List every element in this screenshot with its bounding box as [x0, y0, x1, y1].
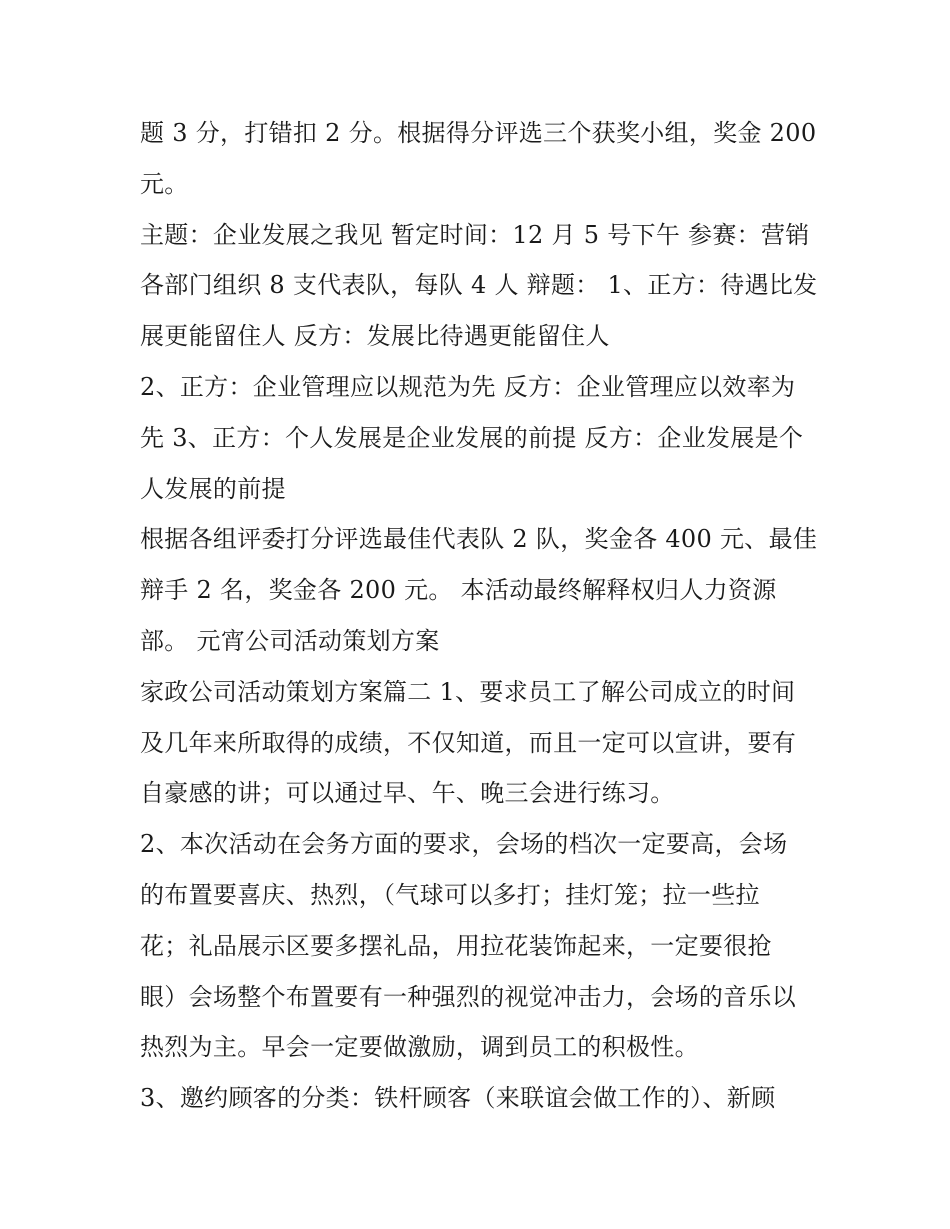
text-line: 元。 — [140, 169, 189, 198]
text-line: 主题：企业发展之我见 暂定时间：12 月 5 号下午 参赛：营销 — [140, 220, 810, 249]
text-line: 2、正方：企业管理应以规范为先 反方：企业管理应以效率为 — [140, 372, 796, 401]
text-line: 家政公司活动策划方案篇二 1、要求员工了解公司成立的时间 — [140, 677, 796, 706]
text-line: 3、邀约顾客的分类：铁杆顾客（来联谊会做工作的）、新顾 — [140, 1084, 776, 1113]
text-line: 眼）会场整个布置要有一种强烈的视觉冲击力，会场的音乐以 — [140, 982, 797, 1011]
text-line: 部。 元宵公司活动策划方案 — [140, 626, 440, 655]
body-text — [140, 108, 840, 1124]
text-line: 各部门组织 8 支代表队，每队 4 人 辩题： 1、正方：待遇比发 — [140, 271, 818, 300]
text-line: 的布置要喜庆、热烈，（气球可以多打；挂灯笼；拉一些拉 — [140, 880, 760, 909]
text-line: 及几年来所取得的成绩，不仅知道，而且一定可以宣讲，要有 — [140, 728, 797, 757]
text-line: 人发展的前提 — [140, 474, 286, 503]
text-line: 先 3、正方：个人发展是企业发展的前提 反方：企业发展是个 — [140, 423, 804, 452]
text-line: 2、本次活动在会务方面的要求，会场的档次一定要高，会场 — [140, 830, 788, 859]
text-line: 花；礼品展示区要多摆礼品，用拉花装饰起来，一定要很抢 — [140, 931, 772, 960]
text-line: 根据各组评委打分评选最佳代表队 2 队，奖金各 400 元、最佳 — [140, 525, 818, 554]
text-line: 展更能留住人 反方：发展比待遇更能留住人 — [140, 322, 610, 351]
text-line: 辩手 2 名，奖金各 200 元。 本活动最终解释权归人力资源 — [140, 576, 777, 605]
text-line: 热烈为主。早会一定要做激励，调到员工的积极性。 — [140, 1033, 699, 1062]
text-line: 题 3 分，打错扣 2 分。根据得分评选三个获奖小组，奖金 200 — [140, 119, 817, 147]
text-line: 自豪感的讲；可以通过早、午、晚三会进行练习。 — [140, 779, 675, 808]
